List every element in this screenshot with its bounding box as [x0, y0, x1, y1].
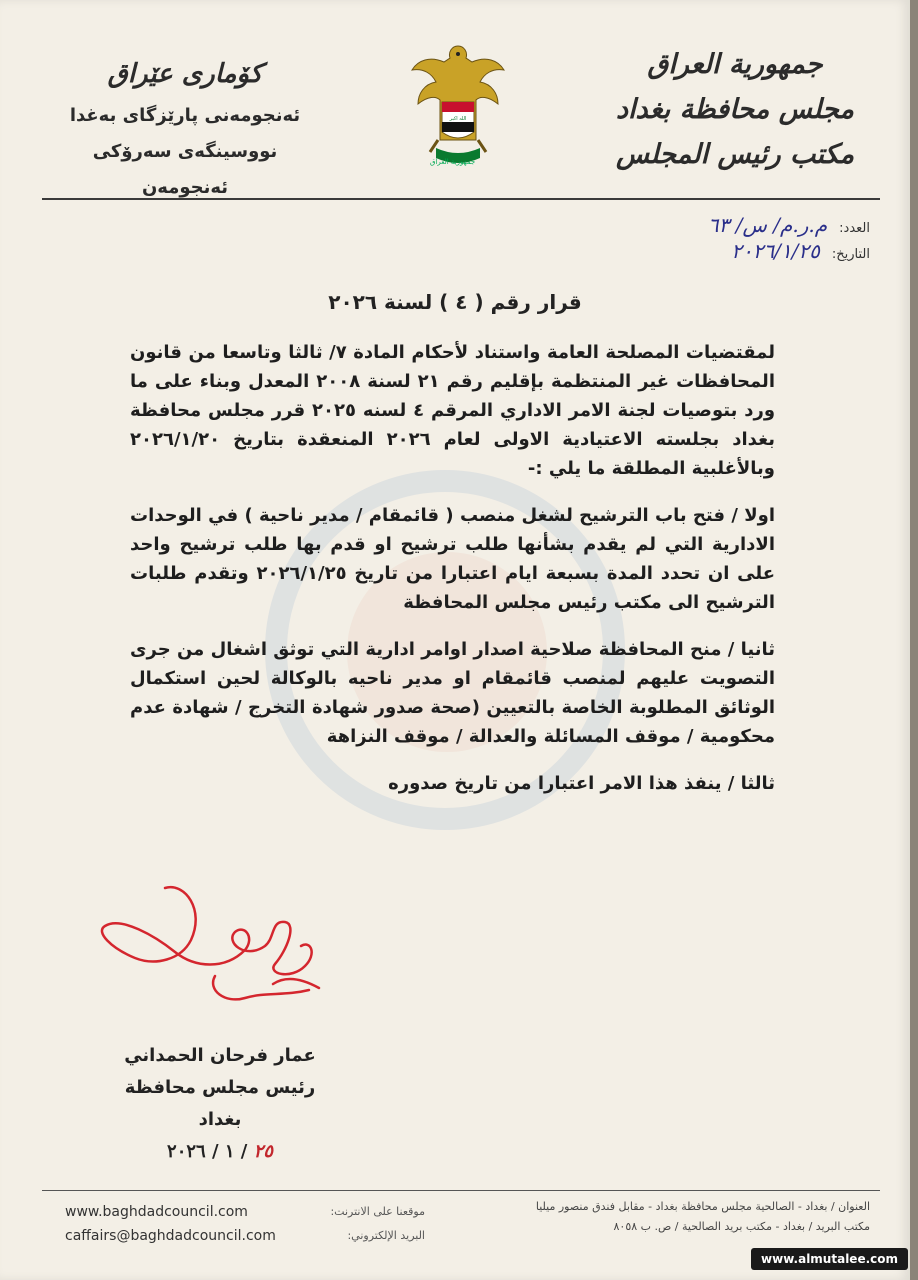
- arabic-header-line3: مكتب رئيس المجلس: [615, 139, 855, 170]
- kurdish-header: [50, 50, 320, 206]
- intro-paragraph: لمقتضيات المصلحة العامة واستناد لأحكام المادة ٧/ ثالثا وتاسعا من قانون المحافظات غير المنتظمة بإقليم رقم ٢١ لسنة ٢٠٠٨ المعدل وبناء على ما ورد بتوصيات لجنة الامر الاداري المرقم ٤ لسنه ٢٠٢٥ قرر مجلس محافظة بغداد بجلسته الاعتيادية الاولى لعام ٢٠٢٦ المنعقدة بتاريخ ٢٠٢٦/١/٢٠ وبالأغلبية المطلقة ما يلي :-: [130, 342, 776, 479]
- date-label: التاريخ:: [831, 247, 870, 262]
- handwritten-signature: [95, 880, 335, 1020]
- signer-name: عمار فرحان الحمداني: [124, 1045, 316, 1066]
- site-watermark: www.almutalee.com: [751, 1248, 908, 1270]
- first-clause: اولا / فتح باب الترشيح لشغل منصب ( قائمقام / مدير ناحية ) في الوحدات الادارية التي لم يقدم بشأنها طلب ترشيح او قدم بها طلب ترشيح واحد على ان تحدد المدة بسبعة ايام اعتبارا من تاريخ ٢٠٢٦/١/٢٥ وتقدم طلبات الترشيح الى مكتب رئيس مجلس المحافظة: [130, 505, 775, 613]
- signer-block: [110, 1040, 330, 1168]
- footer-divider: [42, 1190, 880, 1191]
- signer-date-rest: / ١ / ٢٠٢٦: [167, 1141, 248, 1162]
- decision-body: [130, 338, 775, 816]
- second-clause: ثانيا / منح المحافظة صلاحية اصدار اوامر ادارية التي توثق اشغال من جرى التصويت عليهم لمنصب قائمقام او مدير ناحيه بالوكالة لحين استكمال الوثائق المطلوبة الخاصة بالتعيين (صحة صدور شهادة التخرج / شهادة عدم محكومية / موقف المسائلة والعدالة / موقف النزاهة: [130, 639, 775, 747]
- third-clause: ثالثا / ينفذ هذا الامر اعتبارا من تاريخ صدوره: [388, 773, 775, 794]
- email-label: البريد الإلكتروني:: [347, 1229, 425, 1242]
- svg-text:الله اكبر: الله اكبر: [449, 116, 467, 122]
- arabic-header-line2: مجلس محافظة بغداد: [616, 94, 854, 125]
- number-value: م.ر.م/ س/ ٦٣: [707, 213, 828, 237]
- date-value: ٢٠٢٦/١/٢٥: [731, 239, 820, 263]
- kurdish-header-line3: نووسینگەی سەرۆکی ئەنجومەن: [92, 141, 278, 198]
- signer-date: [110, 1136, 330, 1168]
- address-line: العنوان / بغداد - الصالحية مجلس محافظة بغداد - مقابل فندق منصور ميليا: [535, 1200, 870, 1213]
- signer-date-day: ٢٥: [253, 1141, 273, 1162]
- number-label: العدد:: [839, 221, 870, 236]
- header-divider: [42, 198, 880, 200]
- email-link[interactable]: caffairs@baghdadcouncil.com: [65, 1228, 276, 1244]
- website-link[interactable]: www.baghdadcouncil.com: [65, 1204, 248, 1220]
- document-meta: [708, 214, 870, 266]
- signer-title: رئيس مجلس محافظة بغداد: [124, 1077, 316, 1130]
- decision-title: قرار رقم ( ٤ ) لسنة ٢٠٢٦: [328, 290, 582, 314]
- kurdish-header-line2: ئەنجومەنی پارێزگای بەغدا: [69, 105, 301, 126]
- footer-address: [510, 1197, 870, 1237]
- kurdish-header-line1: كۆماری عێراق: [107, 59, 263, 89]
- arabic-header: [600, 42, 870, 177]
- iraq-eagle-emblem-icon: [410, 40, 506, 172]
- website-label: موقعنا على الانترنت:: [330, 1205, 425, 1218]
- footer-contacts: [65, 1200, 425, 1248]
- emblem-label: جمهورية العراق: [430, 158, 476, 166]
- arabic-header-line1: جمهورية العراق: [647, 49, 823, 80]
- postal-line: مكتب البريد / بغداد - مكتب بريد الصالحية / ص. ب ٨٠٥٨: [613, 1220, 870, 1233]
